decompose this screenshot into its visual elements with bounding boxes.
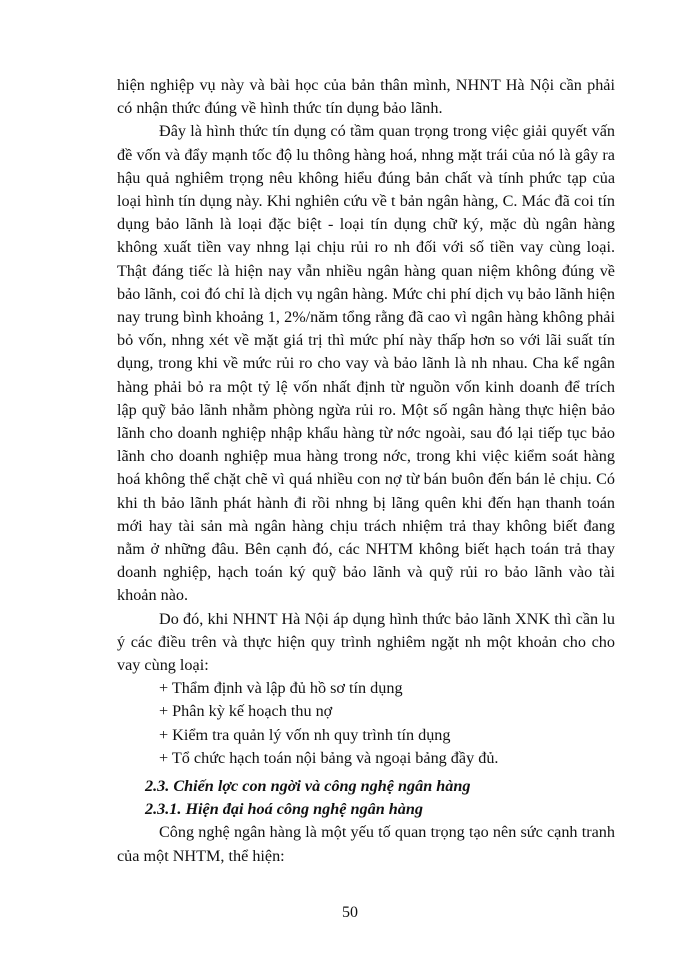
paragraph-continuation: hiện nghiệp vụ này và bài học của bản thân mình, NHNT Hà Nội cần phải có nhận thức đúng về hình thức tín dụng bảo lãnh. <box>117 76 615 118</box>
list-item: + Thẩm định và lập đủ hồ sơ tín dụng <box>159 679 403 698</box>
paragraph-conclusion: Do đó, khi NHNT Hà Nội áp dụng hình thức bảo lãnh XNK thì cần lu ý các điều trên và thực hiện quy trình nghiêm ngặt nh một khoản cho cho vay cùng loại: <box>117 609 615 675</box>
paragraph-technology: Công nghệ ngân hàng là một yếu tố quan trọng tạo nên sức cạnh tranh của một NHTM, thể hiện: <box>117 823 615 865</box>
section-heading: 2.3. Chiến lợc con ngời và công nghệ ngân hàng <box>145 777 471 795</box>
paragraph-guarantee-credit: Đây là hình thức tín dụng có tầm quan trọng trong việc giải quyết vấn đề vốn và đẩy mạnh tốc độ lu thông hàng hoá, nhng mặt trái của nó là gây ra hậu quả nghiêm trọng nêu không hiểu đúng bản chất và tính phức tạp của loại hình tín dụng này. Khi nghiên cứu về t bản ngân hàng, C. Mác đã coi tín dụng bảo lãnh là loại đặc biệt - loại tín dụng chữ ký, mặc dù ngân hàng không xuất tiền vay nhng lại chịu rủi ro nh đối với số tiền vay cùng loại. Thật đáng tiếc là hiện nay vẫn nhiều ngân hàng quan niệm không đúng về bảo lãnh, coi đó chỉ là dịch vụ ngân hàng. Mức chi phí dịch vụ bảo lãnh hiện nay trung bình khoảng 1, 2%/năm tổng rằng đã cao vì ngân hàng không phải bỏ vốn, nhng xét về mặt giá trị thì mức phí này thấp hơn so với lãi suất tín dụng, trong khi về mức rủi ro cho vay và bảo lãnh là nh nhau. Cha kể ngân hàng phải bỏ ra một tỷ lệ vốn nhất định từ nguồn vốn kinh doanh để trích lập quỹ bảo lãnh nhằm phòng ngừa rủi ro. Một số ngân hàng thực hiện bảo lãnh cho doanh nghiệp nhập khẩu hàng từ nớc ngoài, sau đó lại tiếp tục bảo lãnh cho doanh nghiệp mua hàng trong nớc, trong khi việc kiểm soát hàng hoá không thể chặt chẽ vì quá nhiều con nợ từ bán buôn đến bán lẻ chịu. Có khi th bảo lãnh phát hành đi rồi nhng bị lãng quên khi đến hạn thanh toán mới hay tài sản mà ngân hàng chịu trách nhiệm trả thay không biết đang nằm ở những đâu. Bên cạnh đó, các NHTM không biết hạch toán trả thay doanh nghiệp, hạch toán ký quỹ bảo lãnh và quỹ rủi ro bảo lãnh vào tài khoản nào. <box>117 122 615 605</box>
body-text-section <box>117 775 615 868</box>
subsection-heading: 2.3.1. Hiện đại hoá công nghệ ngân hàng <box>145 800 423 819</box>
list-item: + Phân kỳ kế hoạch thu nợ <box>159 702 333 721</box>
page-number: 50 <box>342 904 358 921</box>
list-item: + Tổ chức hạch toán nội bảng và ngoại bảng đầy đủ. <box>159 748 499 767</box>
procedure-list <box>117 677 615 770</box>
list-item: + Kiểm tra quản lý vốn nh quy trình tín dụng <box>159 725 451 744</box>
body-text-top <box>117 74 615 770</box>
